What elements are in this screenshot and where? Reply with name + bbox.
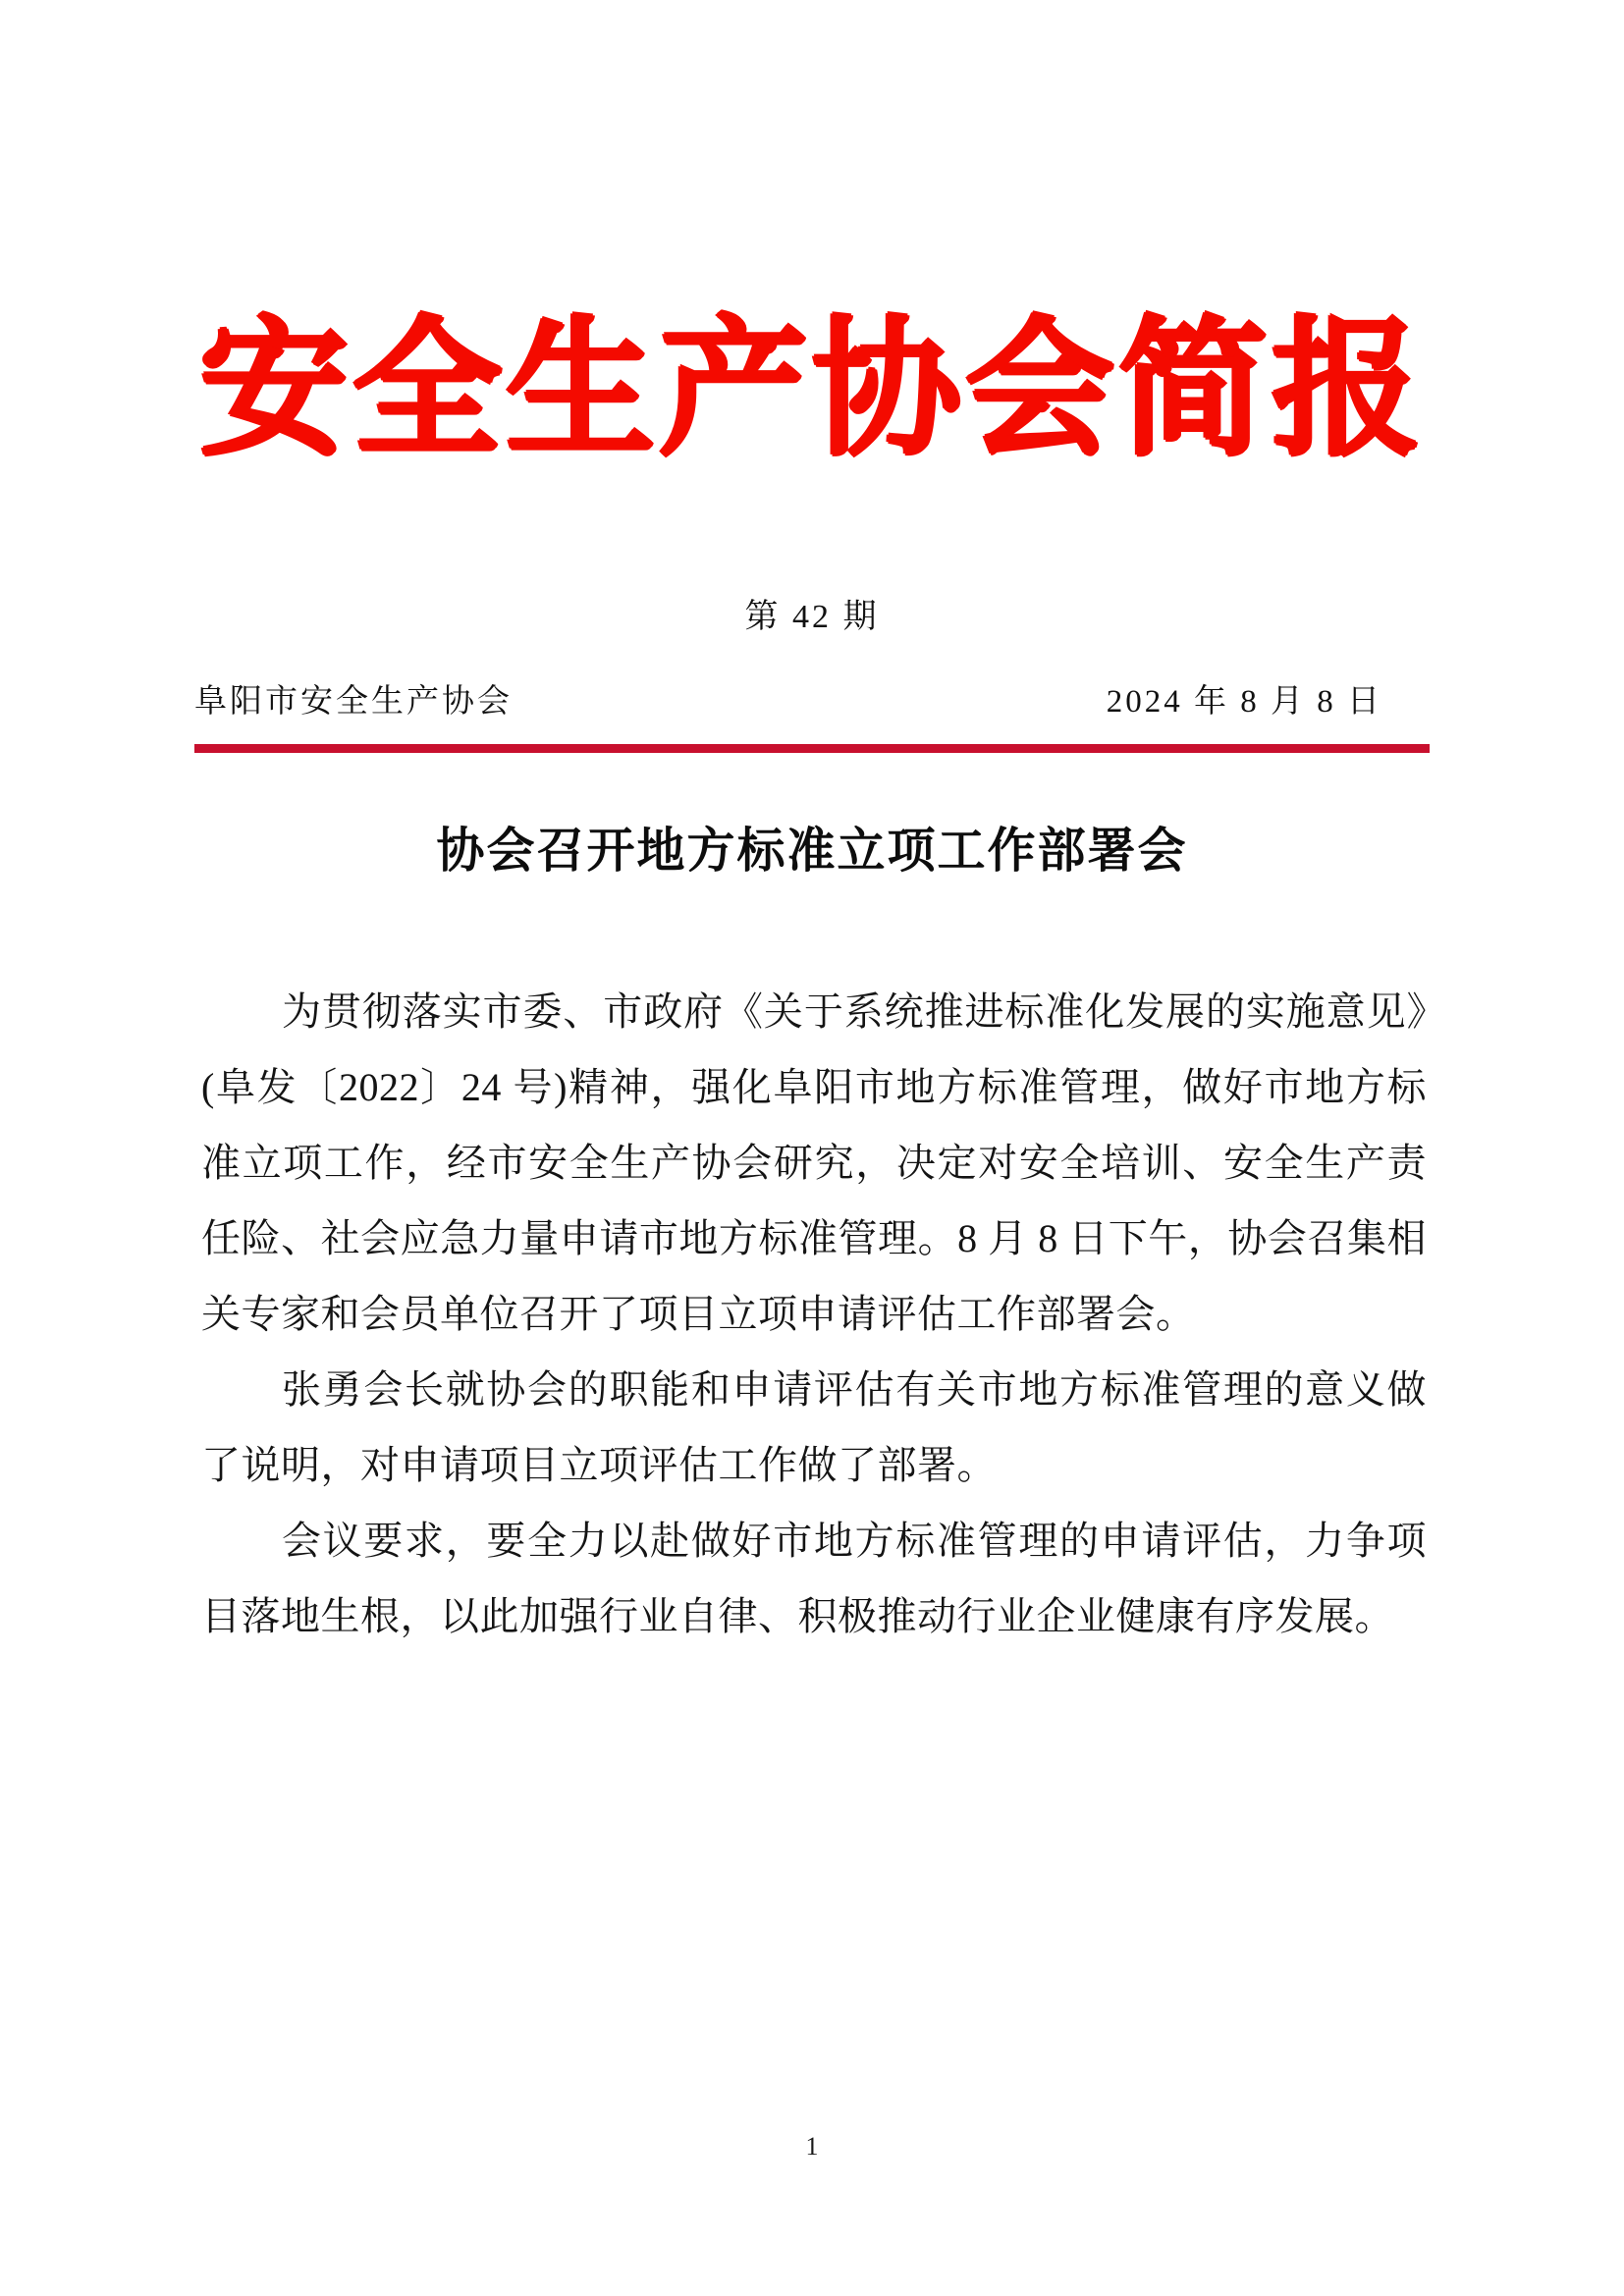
issue-number: 第 42 期: [744, 599, 880, 635]
article-paragraph: 会议要求，要全力以赴做好市地方标准管理的申请评估，力争项目落地生根，以此加强行业自律、积极推动行业企业健康有序发展。: [201, 1519, 1427, 1638]
masthead-title: 安全生产协会简报: [199, 308, 1425, 473]
article-title: 协会召开地方标准立项工作部署会: [436, 825, 1188, 878]
masthead: [0, 310, 1624, 471]
page-number: 1: [805, 2132, 819, 2161]
article-body: [201, 974, 1427, 1654]
issuing-organization: 阜阳市安全生产协会: [194, 684, 513, 720]
article-paragraph: 为贯彻落实市委、市政府《关于系统推进标准化发展的实施意见》(阜发〔2022〕24 号)精神，强化阜阳市地方标准管理，做好市地方标准立项工作，经市安全生产协会研究，决定对安全培训、安全生产责任险、社会应急力量申请市地方标准管理。8 月 8 日下午，协会召集相关专家和会员单位召开了项目立项申请评估工作部署会。: [201, 989, 1427, 1336]
article-paragraph: 张勇会长就协会的职能和申请评估有关市地方标准管理的意义做了说明，对申请项目立项评估工作做了部署。: [201, 1367, 1427, 1487]
masthead-red-rule: [194, 744, 1430, 753]
masthead-meta-row: [194, 675, 1430, 721]
publication-date: 2024 年 8 月 8 日: [1106, 684, 1382, 720]
